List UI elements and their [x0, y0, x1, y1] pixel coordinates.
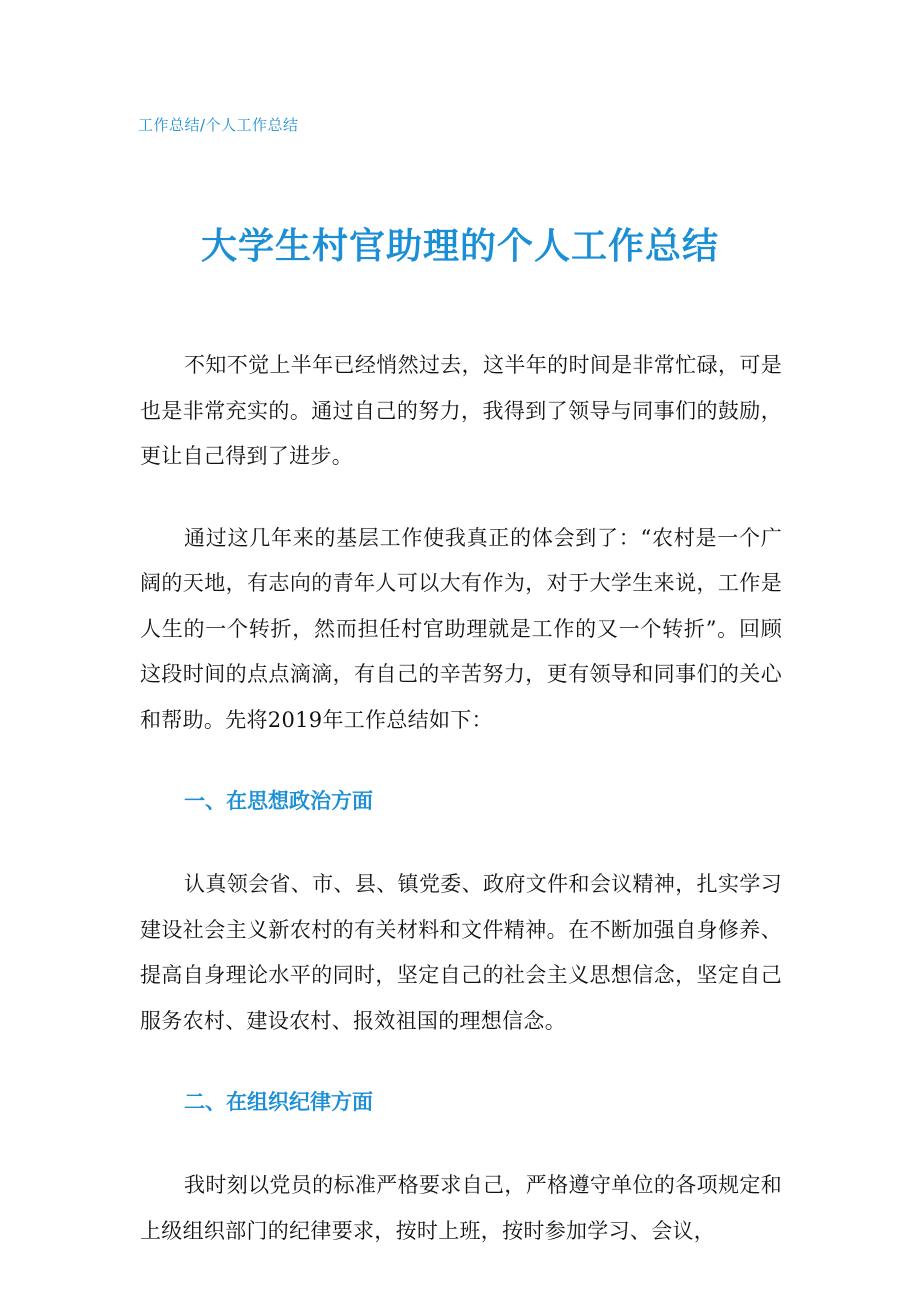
section-heading-discipline: 二、在组织纪律方面 [184, 1090, 373, 1114]
document-body [140, 343, 782, 1290]
section-paragraph-discipline: 我时刻以党员的标准严格要求自己，严格遵守单位的各项规定和上级组织部门的纪律要求，按时上班，按时参加学习、会议， [140, 1173, 782, 1243]
section-paragraph-political: 认真领会省、市、县、镇党委、政府文件和会议精神，扎实学习建设社会主义新农村的有关材料和文件精神。在不断加强自身修养、提高自身理论水平的同时，坚定自己的社会主义思想信念，坚定自己服务农村、建设农村、报效祖国的理想信念。 [140, 872, 782, 1033]
intro-paragraph-2: 通过这几年来的基层工作使我真正的体会到了：“农村是一个广阔的天地，有志向的青年人可以大有作为，对于大学生来说，工作是人生的一个转折，然而担任村官助理就是工作的又一个转折”。回顾这段时间的点点滴滴，有自己的辛苦努力，更有领导和同事们的关心和帮助。先将2019年工作总结如下： [140, 525, 782, 732]
page-title: 大学生村官助理的个人工作总结 [200, 226, 719, 267]
intro-paragraph-1: 不知不觉上半年已经悄然过去，这半年的时间是非常忙碌，可是也是非常充实的。通过自己的努力，我得到了领导与同事们的鼓励，更让自己得到了进步。 [140, 353, 782, 468]
breadcrumb: 工作总结/个人工作总结 [138, 116, 299, 134]
section-heading-political: 一、在思想政治方面 [184, 789, 373, 813]
